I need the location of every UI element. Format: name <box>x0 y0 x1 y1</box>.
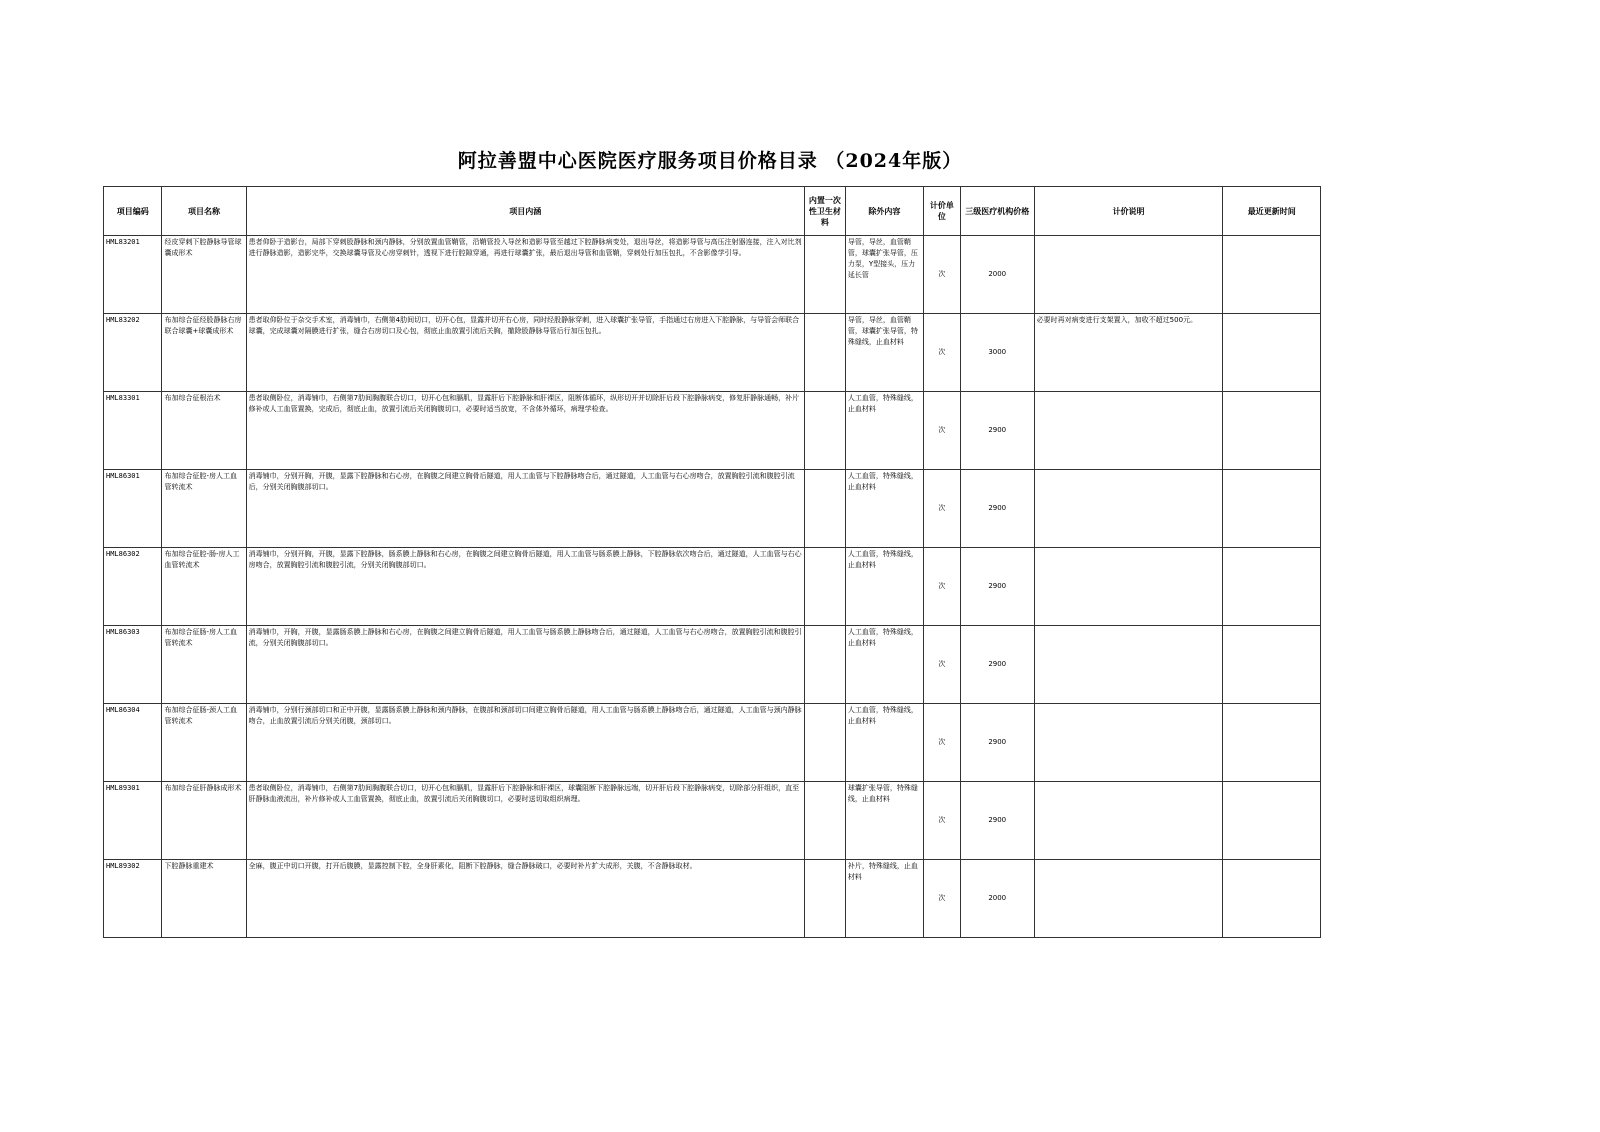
cell-consumables <box>804 470 845 548</box>
column-header-unit: 计价单位 <box>923 187 960 236</box>
column-header-content: 项目内涵 <box>246 187 804 236</box>
cell-code: HML86304 <box>104 704 162 782</box>
cell-name: 布加综合征腔-肠-房人工血管转流术 <box>162 548 246 626</box>
cell-name: 布加综合征肠-颈人工血管转流术 <box>162 704 246 782</box>
cell-excluded: 球囊扩张导管，特殊缝线，止血材料 <box>845 782 923 860</box>
header-row <box>104 187 1321 236</box>
cell-name: 布加综合征经股静脉右房联合球囊+球囊成形术 <box>162 314 246 392</box>
cell-price: 3000 <box>960 314 1034 392</box>
cell-consumables <box>804 626 845 704</box>
cell-price: 2900 <box>960 626 1034 704</box>
cell-code: HML89301 <box>104 782 162 860</box>
cell-name: 布加综合征肠-房人工血管转流术 <box>162 626 246 704</box>
cell-consumables <box>804 782 845 860</box>
column-header-updated: 最近更新时间 <box>1223 187 1321 236</box>
table-row <box>104 236 1321 314</box>
cell-excluded: 人工血管，特殊缝线，止血材料 <box>845 704 923 782</box>
cell-price: 2900 <box>960 548 1034 626</box>
cell-code: HML83301 <box>104 392 162 470</box>
cell-unit: 次 <box>923 626 960 704</box>
cell-updated <box>1223 548 1321 626</box>
cell-notes <box>1034 548 1223 626</box>
cell-price: 2900 <box>960 470 1034 548</box>
cell-content: 消毒铺巾，分别开胸，开腹，显露下腔静脉和右心房，在胸腹之间建立胸骨后隧道，用人工血管与下腔静脉吻合后，通过隧道，人工血管与右心房吻合，放置胸腔引流和腹腔引流后，分别关闭胸腹部切口。 <box>246 470 804 548</box>
cell-content: 患者仰卧于造影台，局部下穿刺股静脉和颈内静脉，分别放置血管鞘管，沿鞘管投入导丝和造影导管至越过下腔静脉病变处，退出导丝，将造影导管与高压注射器连接，注入对比剂进行静脉造影，造影完毕，交换球囊导管及心房穿刺针，透视下进行腔隙穿通，再进行球囊扩张，最后退出导管和血管鞘，穿刺处行加压包扎，不含影像学引导。 <box>246 236 804 314</box>
cell-name: 布加综合征根治术 <box>162 392 246 470</box>
table-row <box>104 470 1321 548</box>
column-header-code: 项目编码 <box>104 187 162 236</box>
cell-notes <box>1034 236 1223 314</box>
table-row <box>104 626 1321 704</box>
cell-excluded: 人工血管，特殊缝线，止血材料 <box>845 548 923 626</box>
column-header-price: 三级医疗机构价格 <box>960 187 1034 236</box>
cell-updated <box>1223 314 1321 392</box>
cell-excluded: 人工血管，特殊缝线，止血材料 <box>845 392 923 470</box>
cell-notes <box>1034 704 1223 782</box>
cell-price: 2900 <box>960 782 1034 860</box>
cell-unit: 次 <box>923 860 960 938</box>
cell-updated <box>1223 782 1321 860</box>
cell-price: 2900 <box>960 392 1034 470</box>
cell-consumables <box>804 704 845 782</box>
cell-unit: 次 <box>923 470 960 548</box>
cell-price: 2000 <box>960 860 1034 938</box>
cell-content: 消毒铺巾，分别行颈部切口和正中开腹，显露肠系膜上静脉和颈内静脉，在腹部和颈部切口间建立胸骨后隧道，用人工血管与肠系膜上静脉吻合后，通过隧道，人工血管与颈内静脉吻合，止血放置引流后分别关闭腹，颈部切口。 <box>246 704 804 782</box>
table-row <box>104 860 1321 938</box>
cell-content: 患者取侧卧位，消毒铺巾，右侧第7肋间胸腹联合切口，切开心包和膈肌，显露肝后下腔静脉和肝裸区，球囊阻断下腔静脉远端，切开肝后段下腔静脉病变，切除部分肝组织，直至肝静脉血液流出，补片修补或人工血管置换，彻底止血，放置引流后关闭胸腹切口，必要时送切取组织病理。 <box>246 782 804 860</box>
cell-excluded: 导管，导丝，血管鞘管，球囊扩张导管，特殊缝线，止血材料 <box>845 314 923 392</box>
cell-updated <box>1223 704 1321 782</box>
cell-notes <box>1034 860 1223 938</box>
cell-name: 下腔静脉重建术 <box>162 860 246 938</box>
table-row <box>104 314 1321 392</box>
cell-price: 2000 <box>960 236 1034 314</box>
cell-code: HML86301 <box>104 470 162 548</box>
cell-code: HML86302 <box>104 548 162 626</box>
cell-code: HML83201 <box>104 236 162 314</box>
table-row <box>104 704 1321 782</box>
cell-content: 消毒铺巾，分别开胸，开腹，显露下腔静脉，肠系膜上静脉和右心房，在胸腹之间建立胸骨后隧道，用人工血管与肠系膜上静脉，下腔静脉依次吻合后，通过隧道，人工血管与右心房吻合，放置胸腔引流和腹腔引流，分别关闭胸腹部切口。 <box>246 548 804 626</box>
cell-unit: 次 <box>923 236 960 314</box>
cell-consumables <box>804 392 845 470</box>
cell-unit: 次 <box>923 548 960 626</box>
cell-consumables <box>804 860 845 938</box>
cell-content: 消毒铺巾，开胸，开腹，显露肠系膜上静脉和右心房，在胸腹之间建立胸骨后隧道，用人工血管与肠系膜上静脉吻合后，通过隧道，人工血管与右心房吻合，放置胸腔引流和腹腔引流，分别关闭胸腹部切口。 <box>246 626 804 704</box>
cell-content: 患者取仰卧位于杂交手术室，消毒铺巾，右侧第4肋间切口，切开心包，显露并切开右心房，同时经股静脉穿刺，进入球囊扩张导管，手指通过右房进入下腔静脉，与导管会师联合球囊，完成球囊对隔膜进行扩张，缝合右房切口及心包，彻底止血放置引流后关胸，撤除股静脉导管后行加压包扎。 <box>246 314 804 392</box>
cell-code: HML83202 <box>104 314 162 392</box>
cell-excluded: 人工血管，特殊缝线，止血材料 <box>845 470 923 548</box>
table-row <box>104 782 1321 860</box>
cell-content: 全麻，腹正中切口开腹，打开后腹膜，显露控制下腔，全身肝素化，阻断下腔静脉，缝合静脉破口，必要时补片扩大成形，关腹，不含静脉取材。 <box>246 860 804 938</box>
column-header-consumables: 内置一次性卫生材料 <box>804 187 845 236</box>
cell-excluded: 导管，导丝，血管鞘管，球囊扩张导管，压力泵，Y型接头，压力延长管 <box>845 236 923 314</box>
cell-name: 布加综合征腔-房人工血管转流术 <box>162 470 246 548</box>
cell-code: HML89302 <box>104 860 162 938</box>
cell-updated <box>1223 236 1321 314</box>
page-title: 阿拉善盟中心医院医疗服务项目价格目录 （2024年版） <box>457 150 963 172</box>
cell-code: HML86303 <box>104 626 162 704</box>
price-table <box>103 186 1321 938</box>
cell-notes <box>1034 782 1223 860</box>
cell-unit: 次 <box>923 314 960 392</box>
column-header-notes: 计价说明 <box>1034 187 1223 236</box>
cell-name: 经皮穿刺下腔静脉导管球囊成形术 <box>162 236 246 314</box>
cell-unit: 次 <box>923 782 960 860</box>
cell-price: 2900 <box>960 704 1034 782</box>
cell-unit: 次 <box>923 704 960 782</box>
cell-consumables <box>804 548 845 626</box>
cell-unit: 次 <box>923 392 960 470</box>
table-row <box>104 548 1321 626</box>
cell-notes <box>1034 392 1223 470</box>
cell-excluded: 人工血管，特殊缝线，止血材料 <box>845 626 923 704</box>
cell-notes: 必要时再对病变进行支架置入，加收不超过500元。 <box>1034 314 1223 392</box>
column-header-name: 项目名称 <box>162 187 246 236</box>
cell-updated <box>1223 470 1321 548</box>
cell-content: 患者取侧卧位，消毒铺巾，右侧第7肋间胸腹联合切口，切开心包和膈肌，显露肝后下腔静脉和肝裸区，阻断体循环，纵形切开并切除肝后段下腔静脉病变，修复肝静脉通畅，补片修补或人工血管置换，完成后，彻底止血，放置引流后关闭胸腹切口，必要时适当放宽，不含体外循环，病理学检查。 <box>246 392 804 470</box>
cell-excluded: 补片，特殊缝线，止血材料 <box>845 860 923 938</box>
table-body <box>104 236 1321 938</box>
cell-consumables <box>804 236 845 314</box>
cell-updated <box>1223 392 1321 470</box>
cell-updated <box>1223 860 1321 938</box>
table-row <box>104 392 1321 470</box>
cell-name: 布加综合征肝静脉成形术 <box>162 782 246 860</box>
cell-notes <box>1034 470 1223 548</box>
cell-notes <box>1034 626 1223 704</box>
column-header-excluded: 除外内容 <box>845 187 923 236</box>
cell-consumables <box>804 314 845 392</box>
cell-updated <box>1223 626 1321 704</box>
